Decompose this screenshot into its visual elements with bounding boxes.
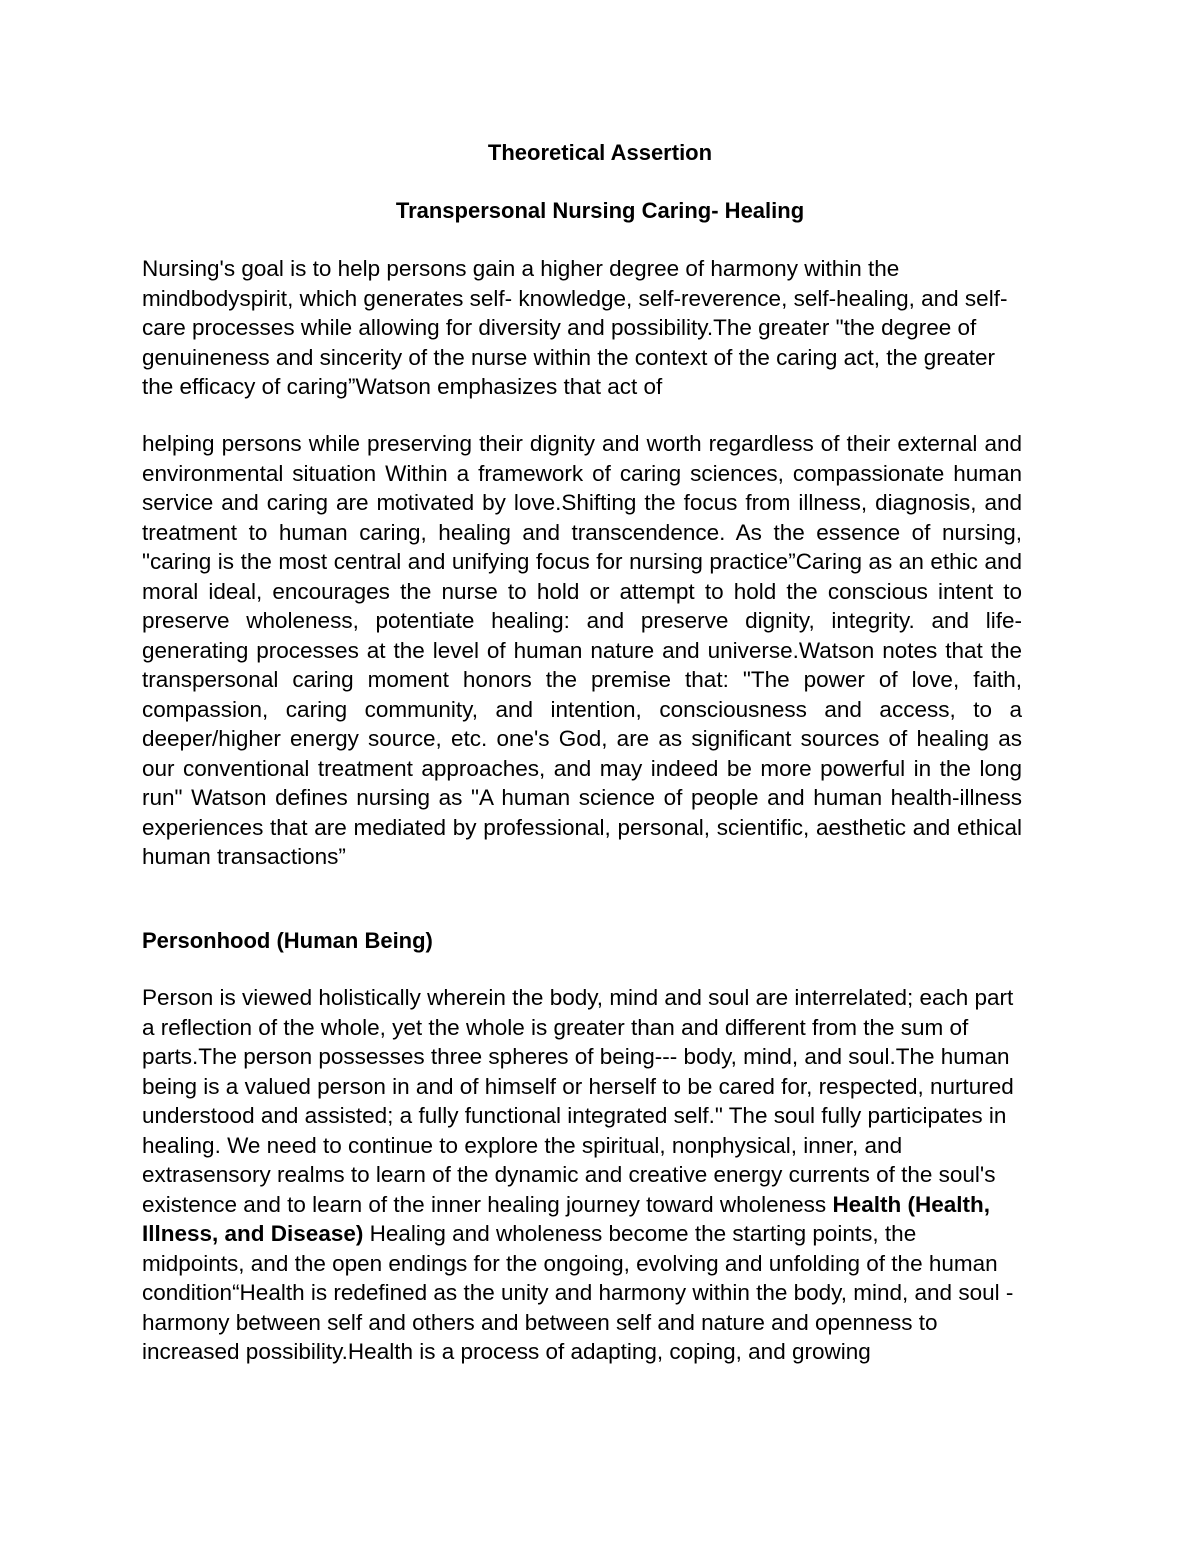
paragraph-person-text: Person is viewed holistically wherein the body, mind and soul are interrelated; each part a reflection of the whole, yet the whole is greater than and different from the sum of parts.The person possesses three spheres of being--- body, mind, and soul.The human being is a valued person in and of himself or herself to be cared for, respected, nurtured understood and assisted; a fully functional integrated self." The soul fully participates in healing. We need to continue to explore the spiritual, nonphysical, inner, and extrasensory realms to learn of the dynamic and creative energy currents of the soul's existence and to learn of the inner healing journey toward wholeness	[142, 985, 1014, 1217]
paragraph-health-text: Healing and wholeness become the starting points, the midpoints, and the open endings for the ongoing, evolving and unfolding of the human condition“Health is redefined as the unity and harmony within the body, mind, and soul - harmony between self and others and between self and nature and openness to increased possibility.Health is a process of adapting, coping, and growing	[142, 1221, 1014, 1364]
document-subtitle: Transpersonal Nursing Caring- Healing	[395, 198, 805, 223]
paragraph-person	[142, 983, 1022, 1367]
heading-health: Health (Health, Illness, and Disease)	[142, 1191, 990, 1246]
heading-personhood: Personhood (Human Being)	[142, 928, 433, 953]
paragraph-goal: Nursing's goal is to help persons gain a higher degree of harmony within the mindbodyspirit, which generates self- knowledge, self-reverence, self-healing, and self-care processes while allowing for diversity and possibility.The greater "the degree of genuineness and sincerity of the nurse within the context of the caring act, the greater the efficacy of caring”Watson emphasizes that act of	[142, 256, 1008, 399]
paragraph-caring: helping persons while preserving their dignity and worth regardless of their external and environmental situation Within a framework of caring sciences, compassionate human service and caring are motivated by love.Shifting the focus from illness, diagnosis, and treatment to human caring, healing and transcendence. As the essence of nursing, "caring is the most central and unifying focus for nursing practice”Caring as an ethic and moral ideal, encourages the nurse to hold or attempt to hold the conscious intent to preserve wholeness, potentiate healing: and preserve dignity, integrity. and life-generating processes at the level of human nature and universe.Watson notes that the transpersonal caring moment honors the premise that: "The power of love, faith, compassion, caring community, and intention, consciousness and access, to a deeper/higher energy source, etc. one's God, are as significant sources of healing as our conventional treatment approaches, and may indeed be more powerful in the long run" Watson defines nursing as "A human science of people and human health-illness experiences that are mediated by professional, personal, scientific, aesthetic and ethical human transactions”	[142, 431, 1022, 869]
document-title: Theoretical Assertion	[487, 140, 713, 165]
